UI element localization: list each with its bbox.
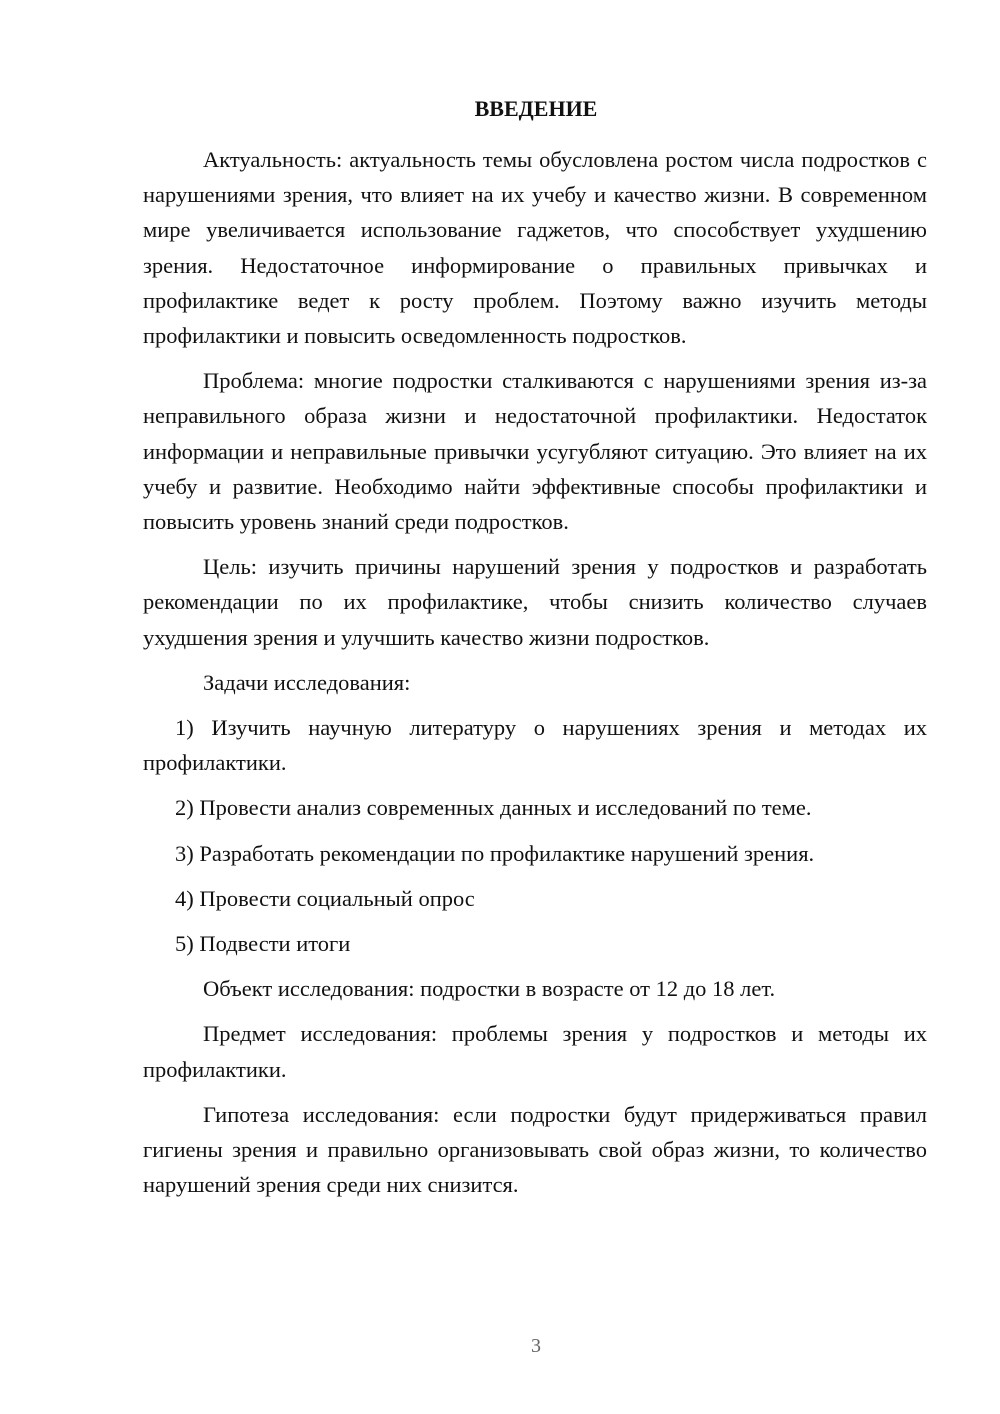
document-body [143,142,927,1212]
task-item-1: 1) Изучить научную литературу о нарушениях зрения и методах их профилактики. [143,715,927,776]
task-item-2: 2) Провести анализ современных данных и исследований по теме. [175,795,812,821]
page-number: 3 [531,1335,541,1357]
paragraph-relevance: Актуальность: актуальность темы обусловлена ростом числа подростков с нарушениями зрения, что влияет на их учебу и качество жизни. В современном мире увеличивается использование гаджетов, что способствует ухудшению зрения. Недостаточное информирование о правильных привычках и профилактике ведет к росту проблем. Поэтому важно изучить методы профилактики и повысить осведомленность подростков. [143,147,927,349]
paragraph-hypothesis: Гипотеза исследования: если подростки будут придерживаться правил гигиены зрения и правильно организовывать свой образ жизни, то количество нарушений зрения среди них снизится. [143,1101,927,1198]
task-item-5: 5) Подвести итоги [175,931,351,957]
paragraph-goal: Цель: изучить причины нарушений зрения у подростков и разработать рекомендации по их профилактике, чтобы снизить количество случаев ухудшения зрения и улучшить качество жизни подростков. [143,554,927,650]
task-item-3: 3) Разработать рекомендации по профилактике нарушений зрения. [175,840,815,866]
page-title: ВВЕДЕНИЕ [474,96,598,121]
paragraph-tasks-heading: Задачи исследования: [203,669,411,695]
paragraph-subject: Предмет исследования: проблемы зрения у подростков и методы их профилактики. [143,1021,927,1082]
paragraph-problem: Проблема: многие подростки сталкиваются с нарушениями зрения из-за неправильного образа жизни и недостаточной профилактики. Недостаток информации и неправильные привычки усугубляют ситуацию. Это влияет на их учебу и развитие. Необходимо найти эффективные способы профилактики и повысить уровень знаний среди подростков. [143,368,927,535]
task-item-4: 4) Провести социальный опрос [175,885,475,911]
paragraph-object: Объект исследования: подростки в возрасте от 12 до 18 лет. [203,976,776,1002]
